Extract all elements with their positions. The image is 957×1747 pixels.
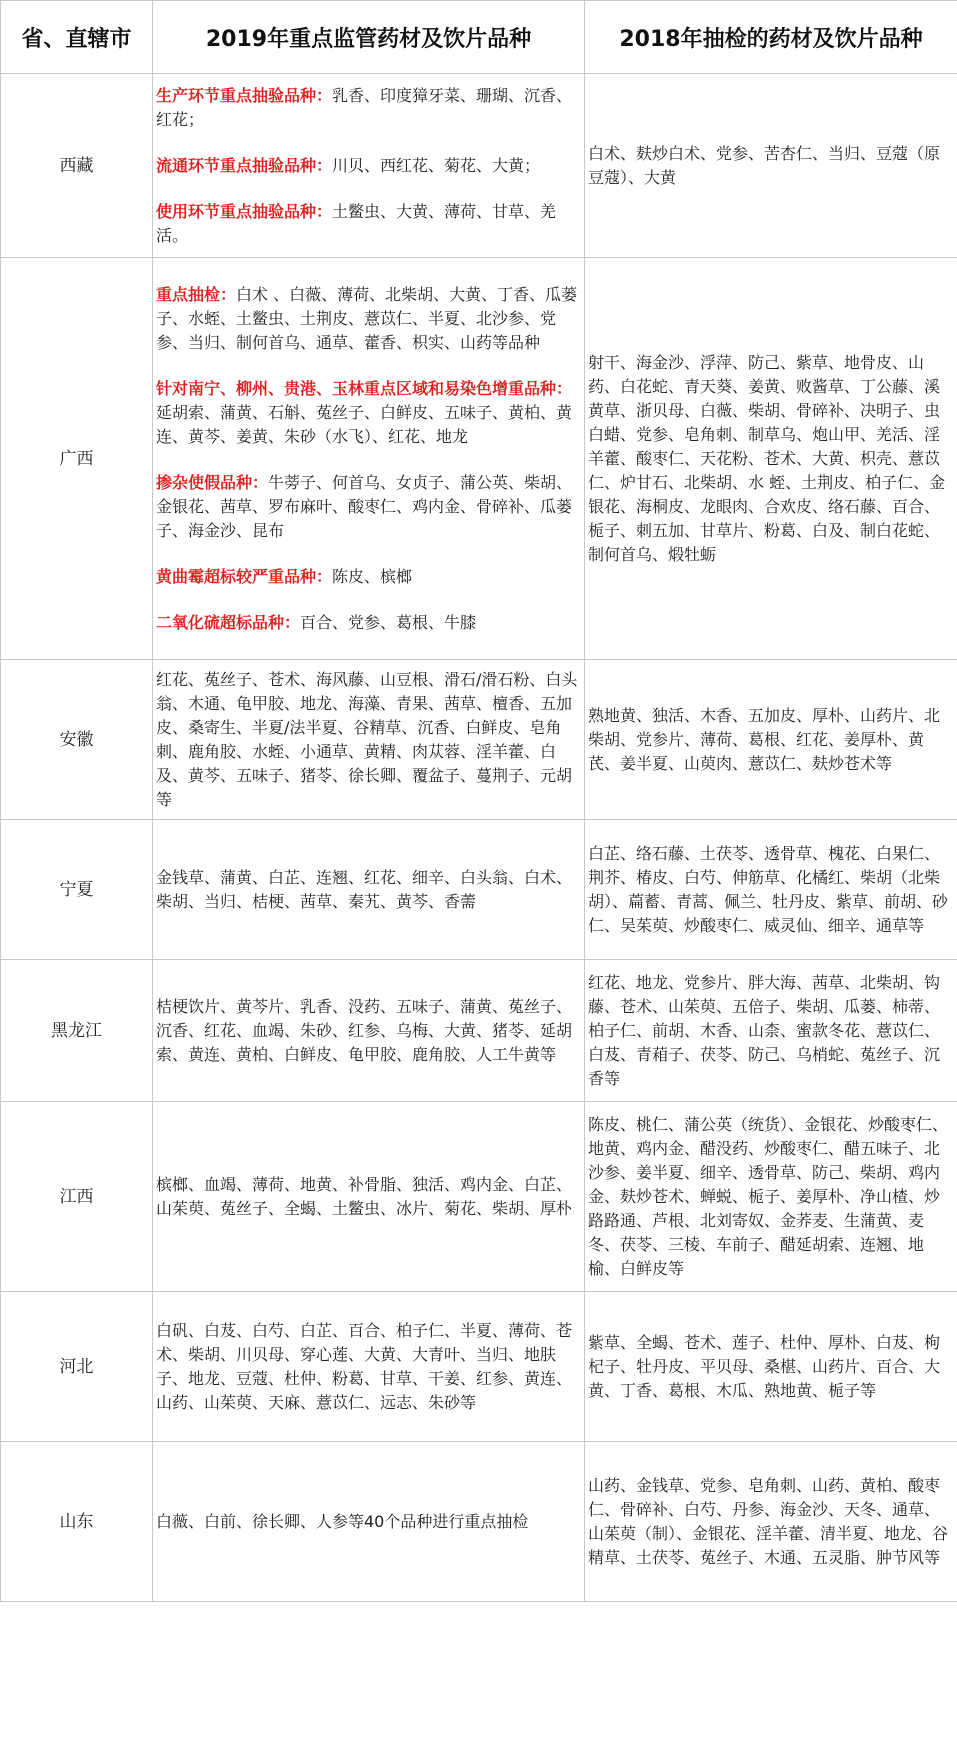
section-label: 掺杂使假品种： [156, 472, 269, 492]
section [156, 611, 581, 635]
section-text: 川贝、西红花、菊花、大黄； [332, 155, 541, 175]
province-cell: 西藏 [1, 74, 153, 258]
y2019-cell [153, 258, 585, 660]
section-text: 土鳖虫、大黄、薄荷、甘草、羌活。 [156, 201, 557, 245]
section-text: 白薇、白前、徐长卿、人参等40个品种进行重点抽检 [156, 1511, 529, 1531]
section-label: 重点抽检： [156, 284, 237, 304]
table-row [1, 660, 957, 820]
y2018-cell: 白术、麸炒白术、党参、苦杏仁、当归、豆蔻（原豆蔻）、大黄 [585, 74, 957, 258]
section-text: 槟榔、血竭、薄荷、地黄、补骨脂、独活、鸡内金、白芷、山茱萸、菟丝子、全蝎、土鳖虫、冰片、菊花、柴胡、厚朴 [156, 1174, 573, 1218]
y2019-cell [153, 660, 585, 820]
table-row [1, 1292, 957, 1442]
section [156, 995, 581, 1067]
province-cell: 安徽 [1, 660, 153, 820]
section-text: 百合、党参、葛根、牛膝 [300, 612, 477, 632]
table-row [1, 258, 957, 660]
section-text: 桔梗饮片、黄芩片、乳香、没药、五味子、蒲黄、菟丝子、沉香、红花、血竭、朱砂、红参、乌梅、大黄、猪苓、延胡索、黄连、黄柏、白鲜皮、龟甲胶、鹿角胶、人工牛黄等 [156, 996, 573, 1064]
table-row [1, 74, 957, 258]
province-cell: 山东 [1, 1442, 153, 1602]
y2018-cell: 射干、海金沙、浮萍、防己、紫草、地骨皮、山药、白花蛇、青天葵、姜黄、败酱草、丁公藤、溪黄草、浙贝母、白薇、柴胡、骨碎补、决明子、虫白蜡、党参、皂角刺、制草乌、炮山甲、羌活、淫羊藿、酸枣仁、天花粉、苍术、大黄、枳壳、薏苡仁、炉甘石、北柴胡、水 蛭、土荆皮、柏子仁、金银花、海桐皮、龙眼肉、合欢皮、络石藤、百合、栀子、刺五加、甘草片、粉葛、白及、制白花蛇、制何首乌、煅牡蛎 [585, 258, 957, 660]
table-row [1, 1102, 957, 1292]
y2018-cell: 白芷、络石藤、土茯苓、透骨草、槐花、白果仁、荆芥、椿皮、白芍、伸筋草、化橘红、柴胡（北柴胡）、萹蓄、青蒿、佩兰、牡丹皮、紫草、前胡、砂仁、吴茱萸、炒酸枣仁、威灵仙、细辛、通草等 [585, 820, 957, 960]
province-cell: 广西 [1, 258, 153, 660]
header-2018: 2018年抽检的药材及饮片品种 [585, 1, 957, 74]
province-cell: 河北 [1, 1292, 153, 1442]
section-text: 延胡索、蒲黄、石斛、菟丝子、白鲜皮、五味子、黄柏、黄连、黄芩、姜黄、朱砂（水飞）、红花、地龙 [156, 402, 573, 446]
table-row [1, 1442, 957, 1602]
section [156, 668, 581, 812]
section [156, 84, 581, 132]
section [156, 1173, 581, 1221]
section [156, 377, 581, 449]
section [156, 866, 581, 914]
section [156, 154, 581, 178]
section-text: 金钱草、蒲黄、白芷、连翘、红花、细辛、白头翁、白术、柴胡、当归、桔梗、茜草、秦艽、黄芩、香薷 [156, 867, 573, 911]
y2018-cell: 紫草、全蝎、苍术、莲子、杜仲、厚朴、白芨、枸杞子、牡丹皮、平贝母、桑椹、山药片、百合、大黄、丁香、葛根、木瓜、熟地黄、栀子等 [585, 1292, 957, 1442]
section [156, 1319, 581, 1415]
section-text: 白术 、白薇、薄荷、北柴胡、大黄、丁香、瓜蒌子、水蛭、土鳖虫、土荆皮、薏苡仁、半夏、北沙参、党参、当归、制何首乌、通草、藿香、枳实、山药等品种 [156, 284, 578, 352]
section [156, 1510, 581, 1534]
table-row [1, 960, 957, 1102]
section-text: 陈皮、槟榔 [332, 566, 413, 586]
y2018-cell: 熟地黄、独活、木香、五加皮、厚朴、山药片、北柴胡、党参片、薄荷、葛根、红花、姜厚朴、黄芪、姜半夏、山萸肉、薏苡仁、麸炒苍术等 [585, 660, 957, 820]
y2019-cell [153, 820, 585, 960]
y2019-cell [153, 74, 585, 258]
section-label: 二氧化硫超标品种： [156, 612, 301, 632]
section [156, 471, 581, 543]
y2018-cell: 陈皮、桃仁、蒲公英（统货）、金银花、炒酸枣仁、地黄、鸡内金、醋没药、炒酸枣仁、醋五味子、北沙参、姜半夏、细辛、透骨草、防己、柴胡、鸡内金、麸炒苍术、蝉蜕、栀子、姜厚朴、净山楂、炒路路通、芦根、北刘寄奴、金荞麦、生蒲黄、麦冬、茯苓、三棱、车前子、醋延胡索、连翘、地榆、白鲜皮等 [585, 1102, 957, 1292]
province-cell: 江西 [1, 1102, 153, 1292]
header-row [1, 1, 957, 74]
section-text: 乳香、印度獐牙菜、珊瑚、沉香、红花； [156, 85, 573, 129]
y2019-cell [153, 1442, 585, 1602]
header-2019: 2019年重点监管药材及饮片品种 [153, 1, 585, 74]
section-label: 流通环节重点抽验品种： [156, 155, 333, 175]
y2018-cell: 红花、地龙、党参片、胖大海、茜草、北柴胡、钩藤、苍术、山茱萸、五倍子、柴胡、瓜蒌、柿蒂、柏子仁、前胡、木香、山柰、蜜款冬花、薏苡仁、白芨、青葙子、茯苓、防己、乌梢蛇、菟丝子、沉香等 [585, 960, 957, 1102]
section-text: 牛蒡子、何首乌、女贞子、蒲公英、柴胡、金银花、茜草、罗布麻叶、酸枣仁、鸡内金、骨碎补、瓜蒌子、海金沙、昆布 [156, 472, 573, 540]
section-text: 白矾、白芨、白芍、白芷、百合、柏子仁、半夏、薄荷、苍术、柴胡、川贝母、穿心莲、大黄、大青叶、当归、地肤子、地龙、豆蔻、杜仲、粉葛、甘草、干姜、红参、黄连、山药、山茱萸、天麻、薏苡仁、远志、朱砂等 [156, 1320, 573, 1412]
y2019-cell [153, 1292, 585, 1442]
y2018-cell: 山药、金钱草、党参、皂角刺、山药、黄柏、酸枣仁、骨碎补、白芍、丹参、海金沙、天冬、通草、山茱萸（制）、金银花、淫羊藿、清半夏、地龙、谷精草、土茯苓、菟丝子、木通、五灵脂、肿节风等 [585, 1442, 957, 1602]
section-text: 红花、菟丝子、苍术、海风藤、山豆根、滑石/滑石粉、白头翁、木通、龟甲胶、地龙、海藻、青果、茜草、檀香、五加皮、桑寄生、半夏/法半夏、谷精草、沉香、白鲜皮、皂角刺、鹿角胶、水蛭、小通草、黄精、肉苁蓉、淫羊藿、白及、黄芩、五味子、猪苓、徐长卿、覆盆子、蔓荆子、元胡等 [156, 669, 578, 809]
y2019-cell [153, 960, 585, 1102]
section-label: 生产环节重点抽验品种： [156, 85, 333, 105]
header-province: 省、直辖市 [1, 1, 153, 74]
section [156, 200, 581, 248]
section [156, 283, 581, 355]
section-label: 针对南宁、柳州、贵港、玉林重点区域和易染色增重品种： [156, 378, 573, 398]
province-cell: 黑龙江 [1, 960, 153, 1102]
section [156, 565, 581, 589]
table-row [1, 820, 957, 960]
province-cell: 宁夏 [1, 820, 153, 960]
section-label: 黄曲霉超标较严重品种： [156, 566, 333, 586]
section-label: 使用环节重点抽验品种： [156, 201, 333, 221]
y2019-cell [153, 1102, 585, 1292]
